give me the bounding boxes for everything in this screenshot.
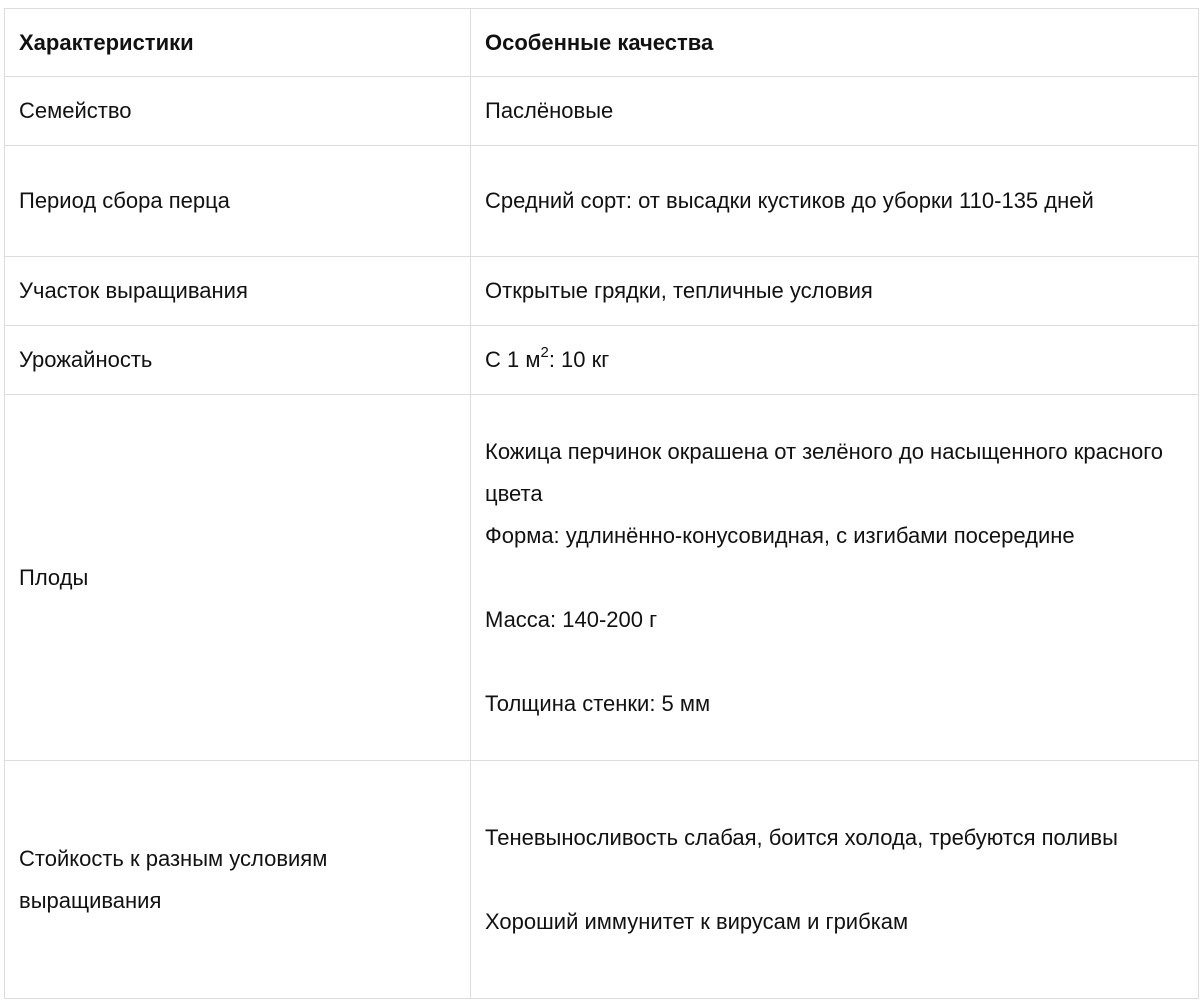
fruit-mass-line: Масса: 140-200 г — [485, 606, 658, 632]
yield-prefix: С 1 м — [485, 347, 541, 372]
row-value: Паслёновые — [471, 77, 1199, 146]
row-value — [471, 326, 1199, 395]
header-qualities: Особенные качества — [471, 9, 1199, 77]
fruit-wall-line: Толщина стенки: 5 мм — [485, 690, 711, 716]
paragraph-spacer — [485, 641, 1184, 683]
table-row-family — [5, 77, 1199, 146]
row-label: Стойкость к разным условиям выращивания — [5, 761, 471, 999]
table-row-harvest-period — [5, 146, 1199, 257]
immunity-line: Хороший иммунитет к вирусам и грибкам — [485, 908, 909, 934]
yield-superscript: 2 — [540, 343, 549, 361]
row-label: Плоды — [5, 395, 471, 761]
row-label: Период сбора перца — [5, 146, 471, 257]
header-characteristics: Характеристики — [5, 9, 471, 77]
table-row-yield — [5, 326, 1199, 395]
row-value — [471, 395, 1199, 761]
table-row-resistance — [5, 761, 1199, 999]
row-label: Семейство — [5, 77, 471, 146]
row-value: Средний сорт: от высадки кустиков до уборки 110-135 дней — [471, 146, 1199, 257]
yield-suffix: : 10 кг — [548, 347, 610, 372]
table-row-growing-area — [5, 257, 1199, 326]
row-value — [471, 761, 1199, 999]
row-label: Урожайность — [5, 326, 471, 395]
table-row-fruits — [5, 395, 1199, 761]
table-header-row — [5, 9, 1199, 77]
paragraph-spacer — [485, 557, 1184, 599]
paragraph-spacer — [485, 859, 1184, 901]
fruit-color-line: Кожица перчинок окрашена от зелёного до насыщенного красного цвета — [485, 438, 1164, 506]
shade-tolerance-line: Теневыносливость слабая, боится холода, требуются поливы — [485, 824, 1118, 850]
row-label: Участок выращивания — [5, 257, 471, 326]
row-value: Открытые грядки, тепличные условия — [471, 257, 1199, 326]
fruit-shape-line: Форма: удлинённо-конусовидная, с изгибами посередине — [485, 522, 1075, 548]
characteristics-table — [4, 8, 1199, 999]
